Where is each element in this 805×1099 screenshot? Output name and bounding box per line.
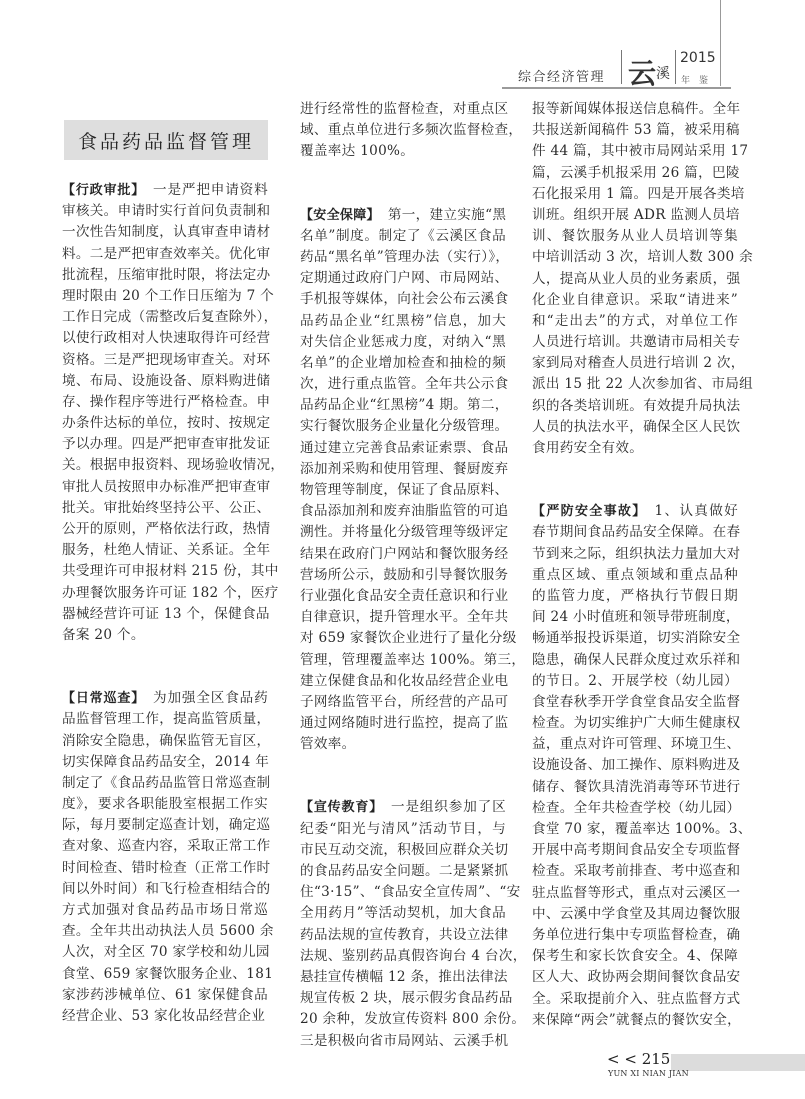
text-line: [300, 522, 509, 543]
text-line: [300, 289, 509, 310]
line-text: 审批人员按照申办标准严把审查审: [62, 478, 271, 495]
line-text: 保考生和家长饮食安全。4、保障: [532, 948, 738, 965]
text-line: [300, 628, 517, 649]
section-label: 【安全保障】: [300, 207, 380, 223]
line-text: 方式加强对食品药品市场日常巡: [62, 902, 268, 918]
line-text: 人员进行培训。共邀请市局相关专: [532, 334, 741, 351]
text-line: [300, 671, 509, 692]
text-line: [532, 755, 741, 776]
paragraph: [62, 180, 285, 646]
text-line: [532, 120, 738, 141]
text-line: [300, 1009, 526, 1030]
line-text: 子网络监管平台，所经营的产品可: [300, 693, 509, 710]
line-text: 切实保障食品药品安全，2014 年: [62, 753, 270, 770]
line-text: 结果在政府门户网站和餐饮服务经: [300, 545, 509, 562]
text-line: [300, 395, 509, 416]
text-line: [300, 99, 509, 120]
line-text: 工作日完成（需整改后复查除外），: [62, 309, 278, 326]
text-line: [62, 244, 271, 265]
line-text: 对 659 家餐饮企业进行了量化分级: [300, 630, 517, 647]
line-text: 全用药月”等活动契机，加大食品: [300, 905, 506, 922]
line-text: 共报送新闻稿件 53 篇，被采用稿: [532, 122, 740, 139]
text-line: [62, 773, 271, 794]
text-line: [62, 964, 274, 985]
line-text: 中、云溪中学食堂及其周边餐饮服: [532, 905, 741, 922]
text-line: [62, 815, 271, 836]
text-line: [300, 268, 509, 289]
line-text: 化企业自律意识。采取“请进来”: [532, 291, 738, 308]
text-line: [62, 455, 285, 476]
line-text: 储存、餐饮具清洗消毒等环节进行: [532, 778, 741, 795]
text-line: [62, 709, 271, 730]
line-text: 共受理许可申报材料 215 份，其中: [62, 563, 279, 580]
text-line: [532, 1010, 742, 1031]
text-line: [62, 688, 268, 709]
line-text: 检查。为切实维护广大师生健康权: [532, 715, 741, 732]
header-vertical-rule: [720, 0, 721, 86]
line-text: 名单”制度。制定了《云溪区食品: [300, 227, 506, 244]
line-text: 家到局对稽查人员进行培训 2 次，: [532, 355, 745, 372]
text-line: [300, 141, 506, 162]
line-text: 覆盖率达 100%。: [300, 143, 415, 160]
text-line: [62, 371, 271, 392]
line-text: 建立保健食品和化妆品经营企业电: [300, 672, 509, 689]
line-text: 报等新闻媒体报送信息稿件。全年: [532, 101, 741, 117]
line-text: 物管理等制度，保证了食品原料、: [300, 482, 509, 498]
text-line: [300, 1031, 509, 1052]
line-text: 食堂春秋季开学食堂食品安全监督: [532, 693, 741, 710]
line-text: 训、餐饮服务从业人员培训等集: [532, 228, 738, 245]
text-line: [532, 946, 738, 967]
line-text: 进行经常性的监督检查，对重点区: [300, 101, 509, 117]
line-text: 办理餐饮服务许可证 182 个，医疗: [62, 584, 279, 601]
line-text: 家涉药涉械单位、61 家保健食品: [62, 986, 268, 1003]
line-text: 关。根据申报资料、现场验收情况，: [62, 457, 285, 474]
line-text: 际，每月要制定巡查计划，确定巡: [62, 817, 271, 834]
text-line: [300, 734, 506, 755]
text-line: [62, 328, 271, 349]
text-line: [532, 205, 738, 226]
line-text: 度》，要求各职能股室根据工作实: [62, 796, 268, 813]
text-line: [532, 798, 741, 819]
line-text: 营场所公示，鼓励和引导餐饮服务: [300, 566, 509, 583]
line-text: 查对象、巡查内容，采取正常工作: [62, 838, 271, 855]
line-text: 1、认真做好: [654, 503, 738, 520]
line-text: 一是严把申请资料: [153, 182, 268, 198]
line-text: 食堂 70 家，覆盖率达 100%。3、: [532, 821, 752, 837]
text-line: [300, 840, 509, 861]
text-line: [532, 417, 741, 438]
paragraph: [532, 99, 754, 459]
line-text: 食用药安全有效。: [532, 440, 644, 456]
text-line: [532, 628, 741, 649]
text-line: [62, 1006, 268, 1027]
line-text: 纪委“阳光与清风”活动节目，与: [300, 820, 506, 837]
line-text: 人次，对全区 70 家学校和幼儿园: [62, 944, 270, 961]
text-line: [300, 374, 509, 395]
text-line: [532, 840, 741, 861]
paragraph: [532, 501, 752, 1031]
text-line: [532, 925, 741, 946]
text-line: [62, 265, 271, 286]
line-text: 设施设备、加工操作、原料购进及: [532, 757, 741, 774]
section-label: 【行政审批】: [62, 183, 146, 198]
line-text: 驻点监督等形式，重点对云溪区一: [532, 884, 741, 901]
text-line: [62, 921, 274, 942]
yearbook-label: 年鉴: [681, 76, 718, 86]
line-text: 检查。全年共检查学校（幼儿园）: [532, 799, 741, 816]
text-line: [62, 900, 268, 921]
text-line: [300, 903, 506, 924]
line-text: 审核关。申请时实行首问负责制和: [62, 203, 271, 220]
text-line: [532, 290, 738, 311]
text-line: [62, 498, 271, 519]
text-line: [300, 713, 509, 734]
text-column-1: [62, 180, 285, 1027]
text-line: [300, 416, 509, 437]
line-text: 住“3·15”、“食品安全宣传周”、“安: [300, 884, 521, 901]
line-text: 为加强全区食品药: [153, 690, 268, 707]
text-line: [62, 286, 275, 307]
line-text: 查。全年共出动执法人员 5600 余: [62, 923, 274, 940]
brand-logo-yun: 云: [628, 57, 657, 90]
text-line: [532, 989, 741, 1010]
line-text: 制定了《食品药品监管日常巡查制: [62, 774, 271, 791]
text-line: [300, 607, 509, 628]
text-line: [532, 269, 741, 290]
text-line: [300, 480, 509, 501]
line-text: 域、重点单位进行多频次监督检查，: [300, 122, 523, 139]
text-line: [62, 413, 271, 434]
text-line: [532, 374, 754, 395]
line-text: 通过网络随时进行监控，提高了监: [300, 715, 509, 732]
text-line: [532, 522, 741, 543]
text-line: [62, 858, 271, 879]
line-text: 一是组织参加了区: [391, 799, 506, 816]
footer-subtitle: YUN XI NIAN JIAN: [608, 1069, 689, 1078]
text-line: [532, 438, 738, 459]
header-separator: [675, 50, 676, 84]
text-line: [532, 692, 741, 713]
line-text: 悬挂宣传横幅 12 条，推出法律法: [300, 968, 508, 985]
paragraph: [62, 688, 274, 1027]
line-text: 料。二是严把审查效率关。优化审: [62, 245, 271, 262]
line-text: 批关。审批始终坚持公平、公正、: [62, 499, 271, 516]
text-line: [300, 861, 509, 882]
text-line: [300, 650, 526, 671]
line-text: 春节期间食品药品安全保障。在春: [532, 524, 741, 541]
line-text: 节到来之际，组织执法力量加大对: [532, 545, 741, 562]
paragraph: [300, 797, 527, 1051]
line-text: 法规、鉴别药品真假咨询台 4 台次，: [300, 947, 527, 964]
text-line: [62, 222, 271, 243]
line-text: 时间检查、错时检查（正常工作时: [62, 859, 271, 876]
line-text: 品药品企业“红黑榜”4 期。第二，: [300, 397, 509, 414]
text-line: [532, 713, 741, 734]
text-column-2: [300, 99, 527, 1052]
line-text: 重点区域、重点领域和重点品种: [532, 566, 738, 583]
text-line: [300, 925, 509, 946]
page-number-value: 215: [641, 1050, 671, 1068]
line-text: 石化报采用 1 篇。四是开展各类培: [532, 185, 745, 202]
line-text: 一次性告知制度，认真审查申请材: [62, 224, 271, 241]
text-line: [62, 985, 268, 1006]
paragraph: [300, 99, 523, 163]
line-text: 予以办理。四是严把审查审批发证: [62, 436, 271, 453]
line-text: 的监管力度，严格执行节假日期: [532, 587, 738, 604]
text-line: [300, 332, 506, 353]
line-text: 20 余种，发放宣传资料 800 余份。: [300, 1011, 526, 1028]
line-text: 间 24 小时值班和领导带班制度，: [532, 609, 740, 626]
text-line: [532, 861, 741, 882]
text-line: [532, 883, 741, 904]
text-line: [300, 311, 506, 332]
text-line: [62, 836, 271, 857]
text-line: [532, 650, 741, 671]
line-text: 人，提高从业人员的业务素质，强: [532, 270, 741, 287]
text-line: [532, 777, 741, 798]
text-line: [532, 734, 741, 755]
text-line: [532, 311, 738, 332]
text-line: [532, 904, 741, 925]
line-text: 织的各类培训班。有效提升局执法: [532, 397, 741, 414]
line-text: 来保障“两会”就餐点的餐饮安全，: [532, 1011, 742, 1028]
footer-bar: [671, 1054, 805, 1071]
line-text: 存、操作程序等进行严格检查。申: [62, 393, 271, 410]
line-text: 的食品药品安全问题。二是紧紧抓: [300, 863, 509, 879]
line-text: 名单”的企业增加检查和抽检的频: [300, 354, 506, 371]
line-text: 器械经营许可证 13 个，保健食品: [62, 605, 270, 622]
line-text: 手机报等媒体，向社会公布云溪食: [300, 291, 509, 308]
text-line: [62, 752, 268, 773]
text-line: [62, 350, 271, 371]
line-text: 第一，建立实施“黑: [387, 206, 507, 223]
text-line: [300, 797, 506, 818]
text-line: [300, 988, 513, 1009]
text-line: [532, 353, 745, 374]
text-line: [532, 226, 738, 247]
text-line: [300, 565, 509, 586]
text-line: [532, 396, 741, 417]
line-text: 通过建立完善食品索证索票、食品: [300, 439, 509, 456]
yearbook-year: 2015: [680, 50, 716, 66]
line-text: 管效率。: [300, 736, 356, 753]
line-text: 境、布局、设施设备、原料购进储: [62, 372, 271, 389]
page-arrows: < <: [607, 1050, 637, 1068]
section-label: 【严防安全事故】: [532, 504, 647, 520]
line-text: 件 44 篇，其中被市局网站采用 17: [532, 143, 749, 160]
text-line: [62, 942, 268, 963]
text-line: [300, 586, 509, 607]
line-text: 服务，杜绝人情证、关系证。全年: [62, 542, 271, 559]
line-text: 和“走出去”的方式，对单位工作: [532, 312, 738, 329]
line-text: 实行餐饮服务企业量化分级管理。: [300, 418, 509, 435]
page-number: [607, 1050, 670, 1068]
text-line: [532, 586, 738, 607]
line-text: 全。采取提前介入、驻点监督方式: [532, 990, 741, 1007]
text-line: [62, 604, 268, 625]
paragraph: [300, 205, 526, 756]
line-text: 食品添加剂和废弃油脂监管的可追: [300, 503, 509, 520]
text-line: [62, 519, 271, 540]
line-text: 溯性。并将量化分级管理等级评定: [300, 524, 509, 541]
line-text: 品监督管理工作，提高监管质量，: [62, 711, 271, 728]
line-text: 资格。三是严把现场审查关。对环: [62, 351, 271, 368]
text-line: [62, 879, 271, 900]
text-line: [62, 180, 268, 201]
text-line: [62, 392, 271, 413]
line-text: 三是积极向省市局网站、云溪手机: [300, 1032, 509, 1049]
line-text: 市民互动交流，积极回应群众关切: [300, 841, 509, 858]
text-line: [300, 353, 506, 374]
line-text: 中培训活动 3 次，培训人数 300 余: [532, 249, 754, 266]
line-text: 办条件达标的单位，按时、按规定: [62, 415, 271, 432]
line-text: 派出 15 批 22 人次参加省、市局组: [532, 376, 754, 393]
text-line: [62, 561, 279, 582]
line-text: 的节日。2、开展学校（幼儿园）: [532, 672, 738, 689]
text-line: [300, 819, 506, 840]
line-text: 人员的执法水平，确保全区人民饮: [532, 418, 741, 435]
text-line: [62, 540, 271, 561]
text-line: [300, 459, 509, 480]
text-line: [300, 544, 509, 565]
page-title: 食品药品监督管理: [64, 120, 268, 160]
line-text: 篇，云溪手机报采用 26 篇，巴陵: [532, 164, 740, 181]
line-text: 理时限由 20 个工作日压缩为 7 个: [62, 287, 275, 304]
line-text: 畅通举报投诉渠道，切实消除安全: [532, 630, 741, 647]
line-text: 自律意识，提升管理水平。全年共: [300, 609, 509, 626]
line-text: 对失信企业惩戒力度，对纳入“黑: [300, 333, 506, 350]
text-line: [300, 967, 506, 988]
line-text: 间以外时间）和飞行检查相结合的: [62, 880, 271, 897]
text-line: [62, 794, 268, 815]
line-text: 检查。采取考前排查、考中巡查和: [532, 863, 741, 880]
text-line: [532, 671, 738, 692]
line-text: 隐患，确保人民群众度过欢乐祥和: [532, 651, 741, 668]
text-line: [532, 332, 741, 353]
line-text: 管理，管理覆盖率达 100%。第三，: [300, 651, 526, 668]
line-text: 消除安全隐患，确保监管无盲区，: [62, 732, 271, 749]
section-label: 【日常巡查】: [62, 691, 146, 707]
text-line: [62, 434, 271, 455]
text-line: [532, 565, 738, 586]
line-text: 训班。组织开展 ADR 监测人员培: [532, 206, 740, 223]
text-line: [532, 967, 741, 988]
text-column-3: [532, 99, 754, 1031]
text-line: [300, 692, 509, 713]
text-line: [62, 201, 271, 222]
line-text: 药品法规的宣传教育，共设立法律: [300, 926, 509, 943]
text-line: [532, 544, 741, 565]
line-text: 定期通过政府门户网、市局网站、: [300, 270, 509, 287]
line-text: 益，重点对许可管理、环境卫生、: [532, 736, 741, 753]
section-label: 【宣传教育】: [300, 800, 384, 816]
line-text: 行业强化食品安全责任意识和行业: [300, 587, 509, 604]
text-line: [300, 247, 510, 268]
line-text: 开展中高考期间食品安全专项监督: [532, 842, 741, 859]
line-text: 规宣传板 2 块，展示假劣食品药品: [300, 990, 513, 1007]
brand-logo-xi: 溪: [656, 66, 670, 82]
header-separator: [621, 50, 622, 84]
text-line: [300, 501, 509, 522]
section-name: 综合经济管理: [518, 70, 606, 85]
text-line: [532, 819, 752, 840]
line-text: 经营企业、53 家化妆品经营企业: [62, 1007, 266, 1024]
text-line: [532, 184, 745, 205]
text-line: [300, 120, 523, 141]
line-text: 药品“黑名单”管理办法（实行）》，: [300, 248, 510, 265]
text-line: [300, 882, 521, 903]
text-line: [532, 99, 741, 120]
text-line: [62, 477, 271, 498]
text-line: [62, 583, 279, 604]
line-text: 添加剂采购和使用管理、餐厨废弃: [300, 460, 509, 477]
text-line: [300, 226, 506, 247]
text-line: [62, 731, 271, 752]
text-line: [300, 946, 527, 967]
line-text: 次，进行重点监管。全年共公示食: [300, 376, 509, 393]
text-line: [62, 307, 278, 328]
text-line: [532, 501, 738, 522]
text-line: [532, 247, 754, 268]
line-text: 食堂、659 家餐饮服务企业、181: [62, 965, 274, 982]
line-text: 批流程，压缩审批时限，将法定办: [62, 266, 271, 283]
line-text: 以使行政相对人快速取得许可经营: [62, 330, 271, 347]
text-line: [300, 205, 506, 226]
line-text: 备案 20 个。: [62, 626, 145, 643]
line-text: 务单位进行集中专项监督检查，确: [532, 926, 741, 943]
text-line: [532, 163, 738, 184]
text-line: [532, 141, 749, 162]
text-line: [62, 625, 268, 646]
text-line: [532, 607, 738, 628]
header-rule: [502, 87, 731, 89]
line-text: 品药品企业“红黑榜”信息，加大: [300, 312, 506, 329]
line-text: 公开的原则，严格依法行政，热情: [62, 521, 271, 537]
line-text: 区人大、政协两会期间餐饮食品安: [532, 969, 741, 986]
text-line: [300, 438, 509, 459]
